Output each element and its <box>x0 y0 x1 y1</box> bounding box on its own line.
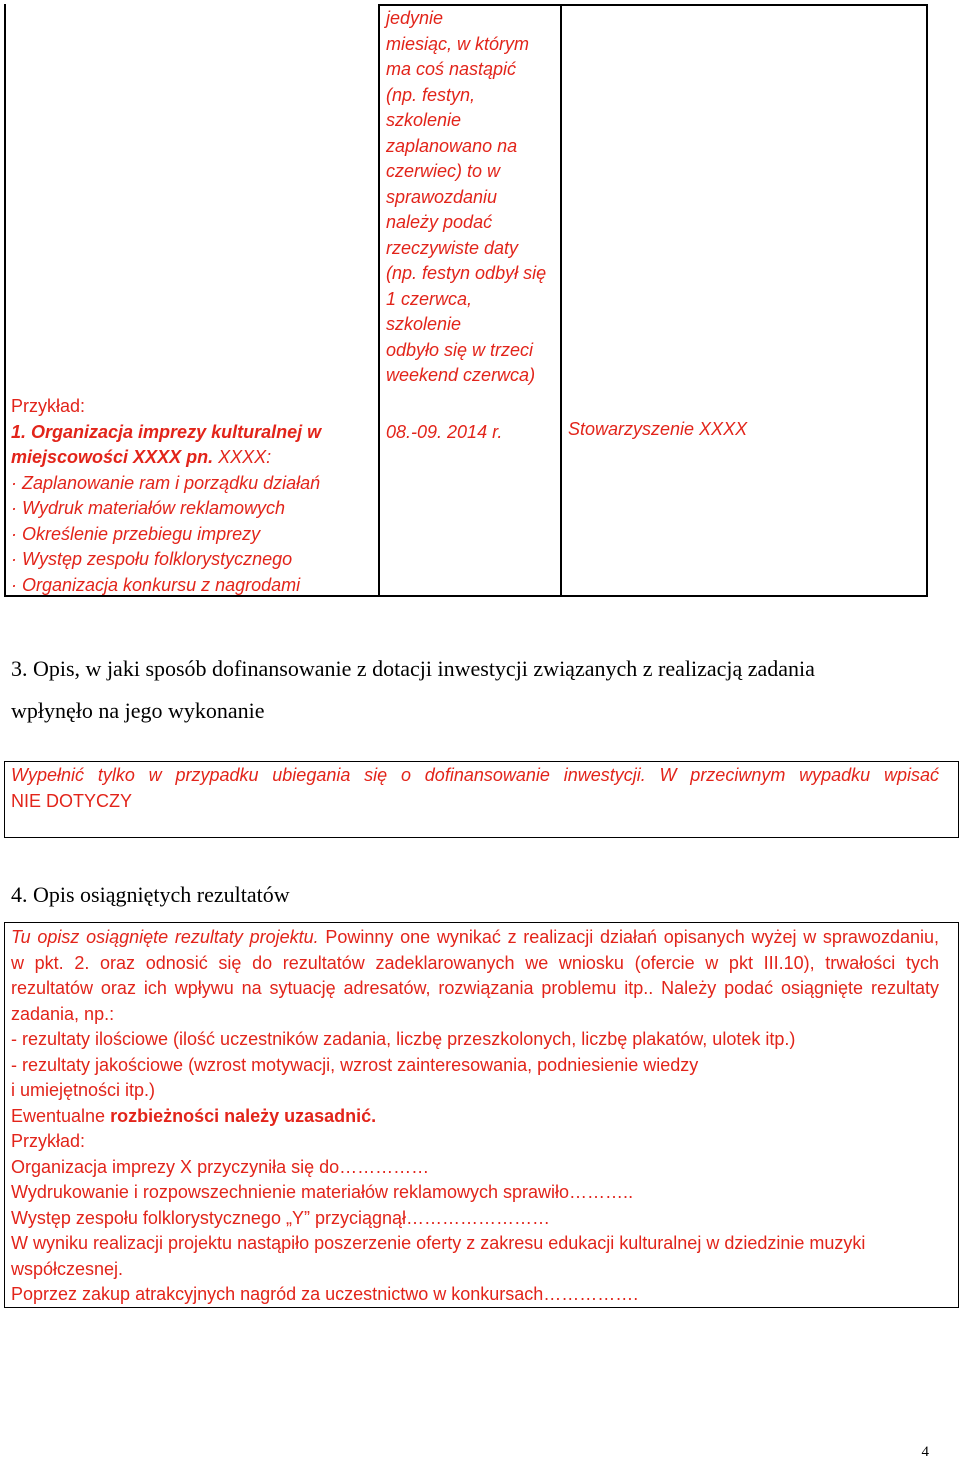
section-3-heading: 3. Opis, w jaki sposób dofinansowanie z dotacji inwestycji związanych z realizacją zadania wpłynęło na jego wykonanie <box>11 656 815 723</box>
list-item: - rezultaty ilościowe (ilość uczestników zadania, liczbę przeszkolonych, liczbę plakatów, ulotek itp.) <box>11 1029 796 1049</box>
list-item: · Określenie przebiegu imprezy <box>11 523 261 544</box>
section-4-answer-box[interactable]: Tu opisz osiągnięte rezultaty projektu. Powinny one wynikać z realizacji działań opisanych wyżej w sprawozdaniu, w pkt. 2. oraz odnosić się do rezultatów zadeklarowanych we wniosku (ofercie w pkt III.10), trwałości tych rezultatów oraz ich wpływu na sytuację adresatów, rozwiązania problemu itp.. Należy podać osiągnięte rezultaty zadania, np.: - rezultaty ilościowe (ilość uczestników zadania, liczbę przeszkolonych, liczbę plakatów, ulotek itp.) - rezultaty jakościowe (wzrost motywacji, wzrost zainteresowania, podniesienie wiedzy i umiejętności itp.) Ewentualne rozbieżności należy uzasadnić. Przykład: Organizacja imprezy X przyczyniła się do…………… Wydrukowanie i rozpowszechnienie materiałów reklamowych sprawiło……….. Występ zespołu folklorystycznego „Y” przyciągnął…………………… W wyniku realizacji projektu nastąpiło poszerzenie oferty z zakresu edukacji kulturalnej w dziedzinie muzyki współczesnej. Poprzez zakup atrakcyjnych nagród za uczestnictwo w konkursach……………. <box>4 922 959 1308</box>
example-date: 08.-09. 2014 r. <box>386 422 503 442</box>
example-heading: Przykład: <box>11 1131 86 1151</box>
example-title: 1. Organizacja imprezy kulturalnej w <box>11 421 322 442</box>
example-heading: Przykład: <box>11 396 86 416</box>
table-border-left <box>4 4 6 596</box>
example-organization: Stowarzyszenie XXXX <box>568 419 748 439</box>
date-column-note: jedynie miesiąc, w którym ma coś nastąpić (np. festyn, szkolenie zaplanowano na czerwiec) to w sprawozdaniu należy podać rzeczywiste daty (np. festyn odbył się 1 czerwca, szkolenie odbyło się w trzeci weekend czerwca) <box>386 8 547 385</box>
list-item: · Występ zespołu folklorystycznego <box>11 549 293 569</box>
example-activity: Przykład: 1. Organizacja imprezy kulturalnej w miejscowości XXXX pn. XXXX: · Zaplanowanie ram i porządku działań · Wydruk materiałów reklamowych · Określenie przebiegu imprezy · Występ zespołu folklorystycznego · Organizacja konkursu z nagrodami <box>11 394 321 598</box>
page-number: 4 <box>921 1444 929 1460</box>
table-border-right <box>926 4 928 596</box>
section-4-heading: 4. Opis osiągniętych rezultatów <box>11 882 290 907</box>
list-item: · Organizacja konkursu z nagrodami <box>11 574 301 595</box>
section-3-answer-box[interactable]: Wypełnić tylko w przypadku ubiegania się o dofinansowanie inwestycji. W przeciwnym wypadku wpisać NIE DOTYCZY <box>4 761 959 838</box>
list-item: - rezultaty jakościowe (wzrost motywacji, wzrost zainteresowania, podniesienie wiedzy <box>11 1054 699 1075</box>
list-item: · Wydruk materiałów reklamowych <box>11 498 286 518</box>
table-divider-1 <box>378 4 380 596</box>
list-item: · Zaplanowanie ram i porządku działań <box>11 472 321 493</box>
table-divider-2 <box>560 4 562 596</box>
